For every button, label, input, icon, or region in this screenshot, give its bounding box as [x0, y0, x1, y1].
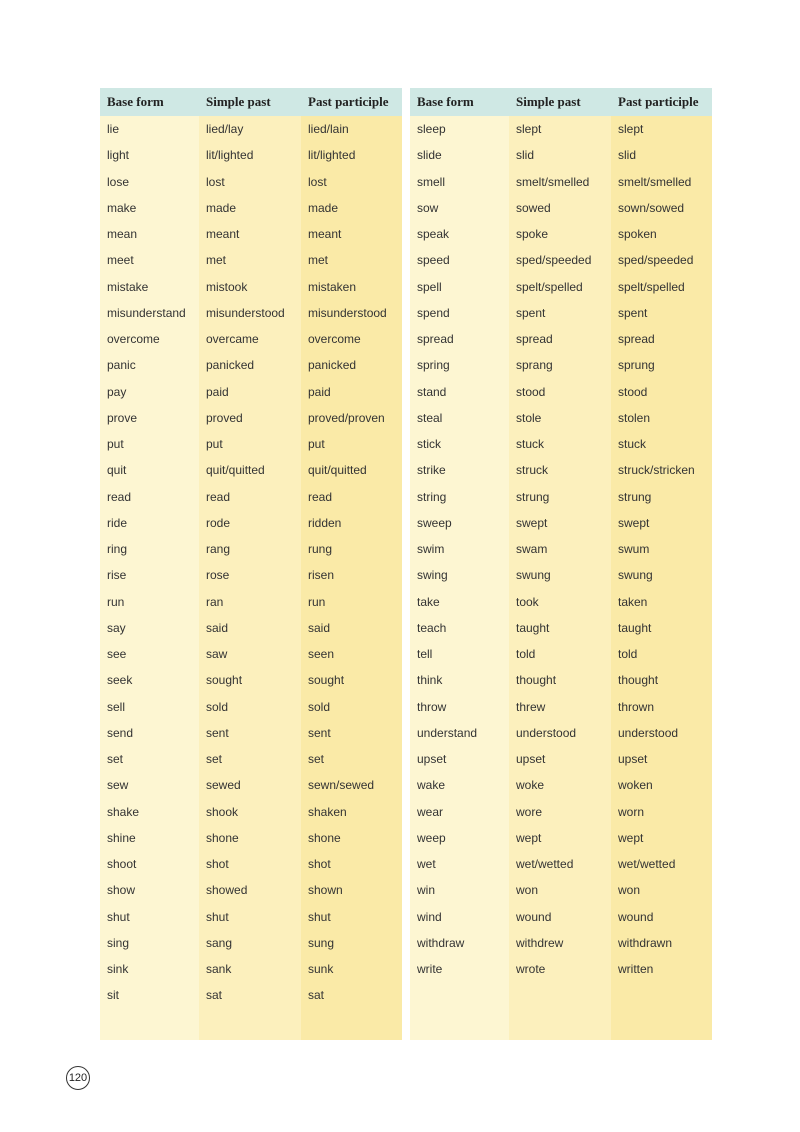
- table-cell: think: [417, 673, 443, 688]
- table-cell: panicked: [206, 358, 255, 373]
- table-cell: swim: [417, 542, 445, 556]
- table-cell: wind: [417, 909, 442, 924]
- table-cell: threw: [516, 699, 546, 714]
- table-cell: told: [618, 647, 638, 661]
- table-cell: mistaken: [308, 279, 357, 294]
- table-cell: overcame: [206, 332, 259, 346]
- table-cell: slid: [618, 148, 637, 163]
- table-cell: sang: [206, 935, 233, 950]
- table-cell: swam: [516, 542, 548, 556]
- table-cell: proved: [206, 410, 243, 425]
- table-cell: withdrew: [516, 935, 564, 950]
- table-cell: sped/speeded: [618, 253, 694, 268]
- table-cell: meet: [107, 253, 134, 268]
- column-cells: [100, 116, 199, 1014]
- column-cells: [301, 116, 402, 1014]
- table-cell: spend: [417, 305, 450, 320]
- table-cell: taught: [618, 620, 652, 635]
- table-cell: sat: [206, 988, 223, 1003]
- table-cell: spelt/spelled: [516, 279, 583, 294]
- table-cell: shook: [206, 804, 239, 819]
- table-cell: sprang: [516, 358, 553, 373]
- table-cell: sew: [107, 778, 129, 793]
- table-cell: see: [107, 647, 127, 661]
- table-cell: sold: [308, 699, 331, 714]
- table-cell: sing: [107, 935, 130, 950]
- table-cell: swing: [417, 568, 448, 583]
- table-cell: weep: [417, 830, 446, 845]
- table-cell: panicked: [308, 358, 357, 373]
- table-cell: mistook: [206, 279, 248, 294]
- table-cell: pay: [107, 384, 127, 399]
- table-cell: wound: [618, 909, 654, 924]
- table-cell: stood: [618, 384, 648, 399]
- table-cell: run: [107, 594, 125, 609]
- table-cell: shut: [308, 909, 331, 924]
- table-cell: sprung: [618, 358, 655, 373]
- table-cell: woken: [618, 778, 653, 793]
- table-cell: set: [206, 752, 223, 766]
- table-cell: lit/lighted: [308, 148, 356, 163]
- table-cell: sit: [107, 988, 119, 1003]
- table-cell: sought: [206, 673, 243, 688]
- table-cell: run: [308, 594, 326, 609]
- table-cell: ran: [206, 594, 224, 609]
- table-cell: lied/lay: [206, 122, 244, 136]
- table-cell: written: [618, 962, 654, 976]
- table-cell: sent: [308, 725, 331, 740]
- table-cell: sped/speeded: [516, 253, 592, 268]
- table-cell: spread: [618, 332, 655, 346]
- table-cell: strung: [618, 489, 652, 504]
- table-cell: spread: [516, 332, 553, 346]
- table-cell: smelt/smelled: [618, 174, 692, 189]
- table-cell: rung: [308, 542, 333, 556]
- simple-past-column: [509, 88, 611, 1040]
- table-cell: shown: [308, 883, 343, 898]
- table-cell: shone: [206, 830, 239, 845]
- table-cell: sank: [206, 962, 232, 976]
- table-cell: strung: [516, 489, 550, 504]
- table-cell: upset: [516, 752, 546, 766]
- column-header: Base form: [410, 88, 509, 116]
- table-cell: proved/proven: [308, 410, 385, 425]
- table-cell: shot: [206, 857, 229, 871]
- table-cell: sunk: [308, 962, 334, 976]
- table-cell: sown/sowed: [618, 200, 685, 215]
- table-cell: stuck: [516, 437, 545, 451]
- table-cell: showed: [206, 883, 248, 898]
- table-cell: rode: [206, 515, 231, 530]
- table-cell: sleep: [417, 122, 446, 136]
- table-cell: shoot: [107, 857, 137, 871]
- table-cell: swept: [516, 515, 548, 530]
- table-cell: shot: [308, 857, 331, 871]
- table-cell: quit/quitted: [308, 463, 367, 478]
- table-cell: sat: [308, 988, 325, 1003]
- table-cell: met: [206, 253, 227, 268]
- table-cell: put: [107, 437, 124, 451]
- table-cell: mean: [107, 227, 138, 241]
- table-cell: say: [107, 620, 126, 635]
- table-cell: spelt/spelled: [618, 279, 685, 294]
- table-cell: sell: [107, 699, 126, 714]
- column-cells: [611, 116, 712, 987]
- table-cell: spent: [618, 305, 648, 320]
- table-cell: slid: [516, 148, 535, 163]
- table-cell: shut: [206, 909, 229, 924]
- table-cell: quit: [107, 463, 127, 478]
- table-cell: sow: [417, 200, 439, 215]
- table-cell: shut: [107, 909, 130, 924]
- table-cell: struck/stricken: [618, 463, 695, 478]
- column-cells: [410, 116, 509, 987]
- column-header: Simple past: [199, 88, 301, 116]
- table-cell: thrown: [618, 699, 655, 714]
- table-cell: upset: [618, 752, 648, 766]
- table-cell: slept: [516, 122, 542, 136]
- table-cell: stuck: [618, 437, 647, 451]
- table-cell: swum: [618, 542, 650, 556]
- table-cell: sold: [206, 699, 229, 714]
- table-cell: spoken: [618, 227, 657, 241]
- table-cell: seek: [107, 673, 133, 688]
- table-cell: paid: [308, 384, 331, 399]
- table-cell: won: [618, 883, 641, 898]
- table-cell: lie: [107, 122, 120, 136]
- table-cell: woke: [516, 778, 545, 793]
- table-cell: swung: [516, 568, 551, 583]
- table-cell: wore: [516, 804, 543, 819]
- table-cell: swept: [618, 515, 650, 530]
- table-cell: quit/quitted: [206, 463, 265, 478]
- table-cell: withdraw: [417, 935, 465, 950]
- table-cell: stolen: [618, 410, 651, 425]
- table-cell: set: [107, 752, 124, 766]
- table-cell: win: [417, 883, 436, 898]
- table-cell: rise: [107, 568, 127, 583]
- column-header: Past participle: [611, 88, 712, 116]
- table-cell: stick: [417, 437, 441, 451]
- table-cell: shone: [308, 830, 341, 845]
- table-cell: sewn/sewed: [308, 778, 375, 793]
- table-cell: wet/wetted: [618, 857, 676, 871]
- table-cell: made: [206, 200, 237, 215]
- table-cell: sought: [308, 673, 345, 688]
- table-cell: rang: [206, 542, 231, 556]
- page-number: 120: [66, 1066, 90, 1090]
- irregular-verbs-table-right: [410, 88, 712, 1040]
- table-cell: wept: [516, 830, 542, 845]
- table-cell: slide: [417, 148, 442, 163]
- table-cell: write: [417, 962, 443, 976]
- table-cell: spring: [417, 358, 450, 373]
- table-cell: make: [107, 200, 137, 215]
- table-cell: taken: [618, 594, 648, 609]
- table-cell: speed: [417, 253, 450, 268]
- table-cell: sowed: [516, 200, 551, 215]
- table-cell: shine: [107, 830, 136, 845]
- table-cell: sewed: [206, 778, 241, 793]
- table-cell: light: [107, 148, 130, 163]
- table-cell: saw: [206, 647, 228, 661]
- table-cell: prove: [107, 410, 138, 425]
- table-cell: lit/lighted: [206, 148, 254, 163]
- table-cell: spread: [417, 332, 454, 346]
- table-cell: smelt/smelled: [516, 174, 590, 189]
- table-cell: wept: [618, 830, 644, 845]
- table-cell: told: [516, 647, 536, 661]
- table-cell: put: [308, 437, 325, 451]
- table-cell: sung: [308, 935, 335, 950]
- table-cell: said: [308, 620, 331, 635]
- irregular-verbs-table-left: [100, 88, 402, 1040]
- table-cell: steal: [417, 410, 443, 425]
- table-cell: wet/wetted: [516, 857, 574, 871]
- table-cell: panic: [107, 358, 136, 373]
- table-cell: met: [308, 253, 329, 268]
- table-cell: strike: [417, 463, 446, 478]
- table-cell: seen: [308, 647, 335, 661]
- table-cell: overcome: [308, 332, 361, 346]
- table-cell: string: [417, 489, 447, 504]
- table-cell: set: [308, 752, 325, 766]
- table-cell: sweep: [417, 515, 452, 530]
- table-cell: understand: [417, 725, 478, 740]
- table-cell: wet: [417, 857, 436, 871]
- table-cell: thought: [516, 673, 557, 688]
- table-cell: struck: [516, 463, 549, 478]
- simple-past-column: [199, 88, 301, 1040]
- table-cell: lose: [107, 174, 130, 189]
- table-cell: meant: [206, 227, 240, 241]
- table-cell: slept: [618, 122, 644, 136]
- table-cell: made: [308, 200, 339, 215]
- table-cell: tell: [417, 647, 433, 661]
- table-cell: swung: [618, 568, 653, 583]
- table-cell: said: [206, 620, 229, 635]
- past-participle-column: [611, 88, 712, 1040]
- column-cells: [509, 116, 611, 987]
- table-cell: put: [206, 437, 223, 451]
- table-cell: misunderstood: [206, 305, 285, 320]
- table-cell: lost: [308, 174, 327, 189]
- table-cell: smell: [417, 174, 446, 189]
- table-cell: read: [308, 489, 333, 504]
- column-header: Simple past: [509, 88, 611, 116]
- table-cell: wrote: [516, 962, 546, 976]
- table-cell: shake: [107, 804, 140, 819]
- table-cell: lied/lain: [308, 122, 349, 136]
- table-cell: spoke: [516, 227, 549, 241]
- table-cell: misunderstand: [107, 305, 186, 320]
- column-header: Base form: [100, 88, 199, 116]
- table-cell: misunderstood: [308, 305, 387, 320]
- table-cell: taught: [516, 620, 550, 635]
- table-cell: stood: [516, 384, 546, 399]
- table-cell: stand: [417, 384, 447, 399]
- table-cell: understood: [618, 725, 679, 740]
- table-cell: took: [516, 594, 539, 609]
- table-cell: wake: [417, 778, 446, 793]
- table-cell: take: [417, 594, 440, 609]
- past-participle-column: [301, 88, 402, 1040]
- table-cell: shaken: [308, 804, 347, 819]
- table-cell: meant: [308, 227, 342, 241]
- table-cell: spent: [516, 305, 546, 320]
- table-cell: mistake: [107, 279, 149, 294]
- table-cell: show: [107, 883, 136, 898]
- table-cell: thought: [618, 673, 659, 688]
- table-cell: ride: [107, 515, 128, 530]
- column-cells: [199, 116, 301, 1014]
- table-cell: read: [107, 489, 132, 504]
- table-cell: spell: [417, 279, 442, 294]
- table-cell: risen: [308, 568, 335, 583]
- table-cell: throw: [417, 699, 447, 714]
- table-cell: send: [107, 725, 134, 740]
- table-cell: wound: [516, 909, 552, 924]
- table-cell: stole: [516, 410, 542, 425]
- table-cell: worn: [618, 804, 645, 819]
- table-cell: overcome: [107, 332, 160, 346]
- table-cell: read: [206, 489, 231, 504]
- table-cell: won: [516, 883, 539, 898]
- table-cell: paid: [206, 384, 229, 399]
- table-cell: sink: [107, 962, 129, 976]
- table-cell: rose: [206, 568, 230, 583]
- table-cell: upset: [417, 752, 447, 766]
- table-cell: ring: [107, 542, 128, 556]
- table-cell: teach: [417, 620, 447, 635]
- table-cell: wear: [417, 804, 444, 819]
- table-cell: ridden: [308, 515, 342, 530]
- table-cell: lost: [206, 174, 225, 189]
- base-form-column: [410, 88, 509, 1040]
- table-cell: understood: [516, 725, 577, 740]
- column-header: Past participle: [301, 88, 402, 116]
- table-cell: withdrawn: [618, 935, 673, 950]
- table-cell: sent: [206, 725, 229, 740]
- table-cell: speak: [417, 227, 450, 241]
- base-form-column: [100, 88, 199, 1040]
